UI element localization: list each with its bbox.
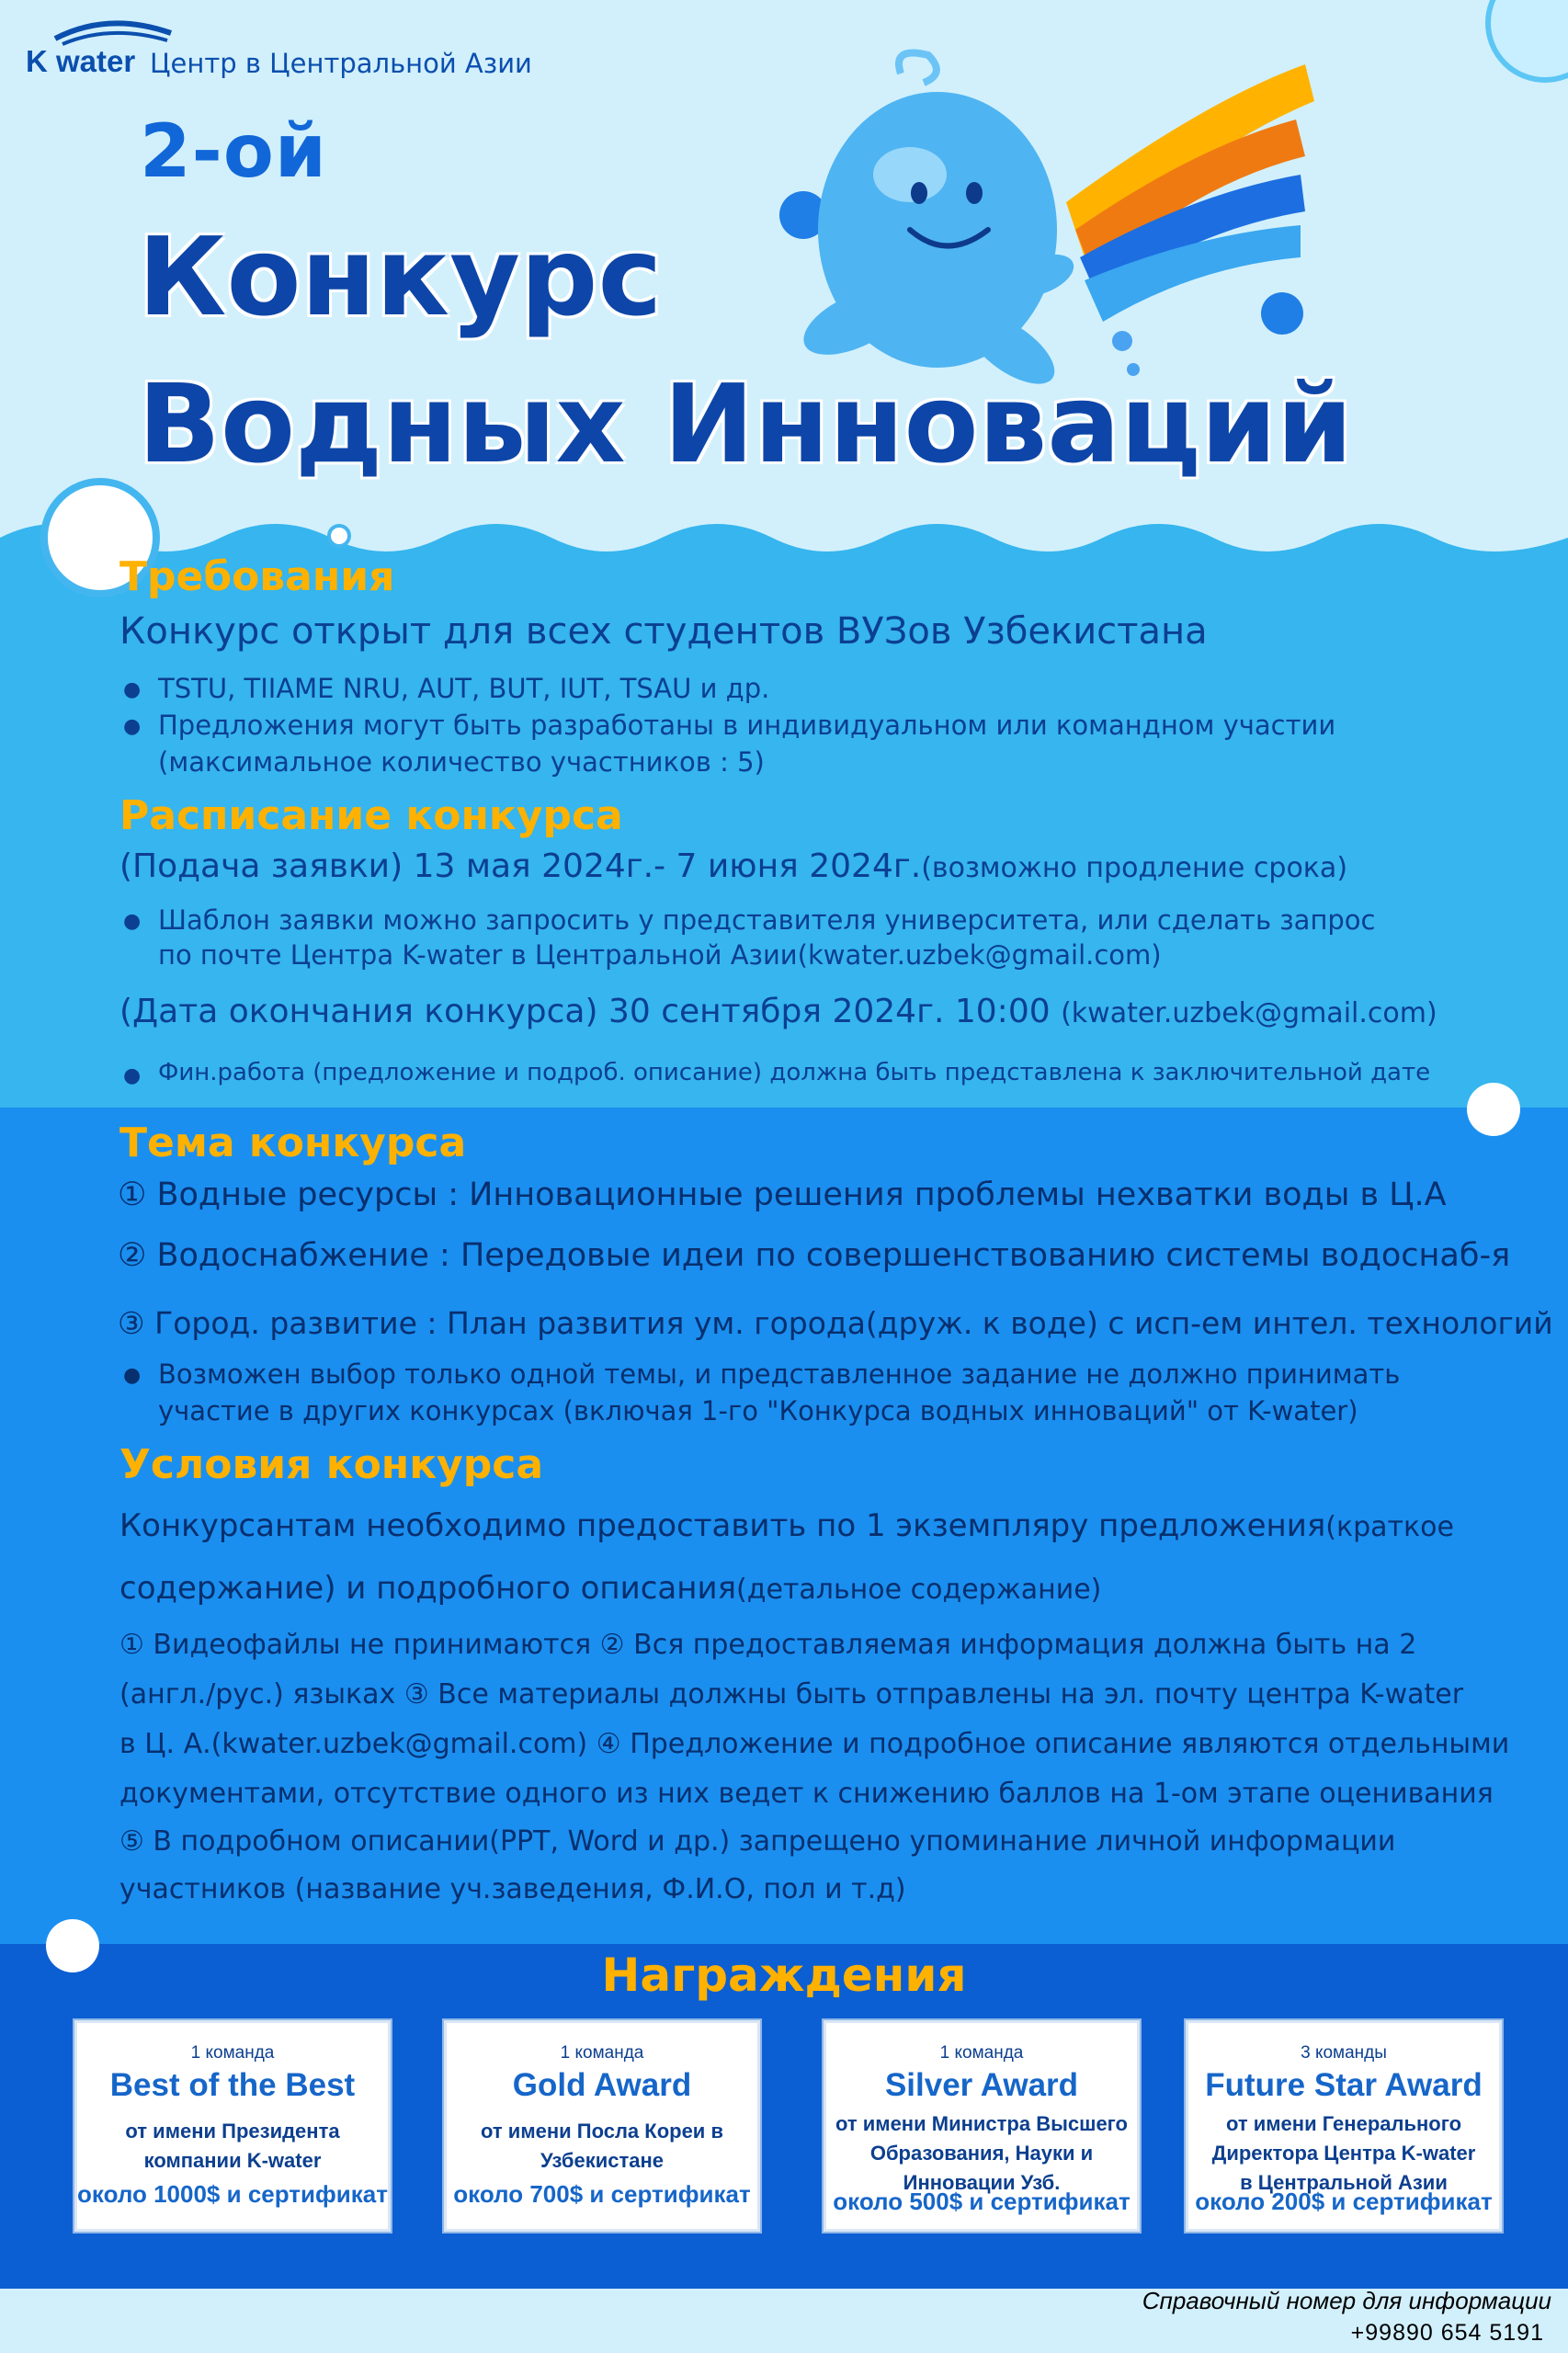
conditions-lead-2 [119,1570,1101,1607]
requirements-lead: Конкурс открыт для всех студентов ВУЗов Узбекистана [119,610,1208,653]
schedule-submission [119,847,1347,885]
bubble-decoration [1467,1083,1520,1136]
awards-heading: Награждения [601,1949,967,2002]
award-issuer-line: от имени Президента [125,2120,340,2143]
award-card-future-star [1186,2020,1502,2232]
award-team-count: 1 команда [939,2043,1024,2063]
award-team-count: 1 команда [190,2043,275,2063]
logo-center-name: Центр в Центральной Азии [150,48,532,79]
conditions-lead-note: (краткое [1325,1511,1454,1543]
award-name: Silver Award [884,2067,1079,2103]
themes-note-continued: участие в других конкурсах (включая 1-го "Конкурса водных инноваций" от K-water) [158,1395,1358,1427]
award-issuer-line: Узбекистане [540,2149,665,2172]
schedule-end-date: (Дата окончания конкурса) 30 сентября 2024г. 10:00 [119,993,1051,1030]
award-issuer-line: Директора Центра K-water [1211,2142,1476,2165]
award-issuer-line: от имени Генерального [1225,2112,1462,2135]
themes-heading: Тема конкурса [119,1120,467,1166]
logo-wave-icon [53,17,173,46]
schedule-submission-dates: (Подача заявки) 13 мая 2024г.- 7 июня 2024г. [119,847,922,885]
award-team-count: 1 команда [560,2043,644,2063]
conditions-heading: Условия конкурса [119,1441,544,1488]
schedule-final-note: ● Фин.работа (предложение и подроб. описание) должна быть представлена к заключительной дате [158,1059,1430,1086]
award-card-silver [824,2020,1140,2232]
requirements-heading: Требования [119,553,395,600]
conditions-lead-text: Конкурсантам необходимо предоставить по 1 экземпляру предложения [119,1507,1326,1544]
award-issuer-line: от имени Посла Кореи в [481,2120,723,2143]
award-issuer [77,2117,388,2176]
theme-item: ② Водоснабжение : Передовые идеи по совершенствованию системы водоснаб-я [118,1237,1511,1274]
schedule-submission-note: (возможно продление срока) [921,852,1348,884]
award-issuer-line: Образования, Науки и [869,2142,1094,2165]
award-card-gold [444,2020,760,2232]
conditions-rule-line: участников (название уч.заведения, Ф.И.О, пол и т.д) [119,1873,906,1905]
award-prize: около 200$ и сертификат [1195,2188,1493,2215]
requirements-bullet-continued: (максимальное количество участников : 5) [158,746,765,778]
award-card-best [74,2020,391,2232]
title-line-1: Конкурс [138,213,663,340]
award-issuer-line: от имени Министра Высшего [835,2112,1128,2135]
award-name: Best of the Best [109,2067,356,2103]
requirements-bullet: ● Предложения могут быть разработаны в индивидуальном или командном участии [158,710,1335,741]
schedule-template-note-continued: по почте Центра K-water в Центральной Азии(kwater.uzbek@gmail.com) [158,939,1162,971]
award-issuer-line: Инновации Узб. [903,2171,1061,2194]
themes-note: ● Возможен выбор только одной темы, и представленное задание не должно принимать [158,1358,1400,1390]
theme-item: ③ Город. развитие : План развития ум. города(друж. к воде) с исп-ем интел. технологий [118,1305,1553,1341]
logo [26,17,540,81]
bubble-decoration [327,524,351,548]
award-name: Future Star Award [1205,2067,1483,2103]
logo-brand: K water [26,44,136,78]
award-prize: около 700$ и сертификат [453,2180,751,2208]
award-issuer-line: компании K-water [143,2149,322,2172]
award-team-count: 3 команды [1301,2043,1387,2063]
conditions-rule-line: документами, отсутствие одного из них ведет к снижению баллов на 1-ом этапе оценивания [119,1778,1494,1810]
requirements-bullet: ● TSTU, TIIAME NRU, AUT, BUT, IUT, TSAU и др. [158,673,769,704]
schedule-template-note: ● Шаблон заявки можно запросить у представителя университета, или сделать запрос [158,904,1376,936]
schedule-end [119,993,1437,1030]
award-issuer [1188,2109,1499,2198]
footer-phone: +99890 654 5191 [1350,2320,1544,2346]
conditions-rule-line: ① Видеофайлы не принимаются ② Вся предоставляемая информация должна быть на 2 [119,1629,1417,1661]
conditions-rule-line: в Ц. А.(kwater.uzbek@gmail.com) ④ Предложение и подробное описание являются отдельными [119,1728,1510,1760]
conditions-lead-note: (детальное содержание) [736,1574,1102,1606]
conditions-rule-line: ⑤ В подробном описании(PPT, Word и др.) запрещено упоминание личной информации [119,1825,1396,1858]
schedule-heading: Расписание конкурса [119,792,623,839]
award-issuer-line: в Центральной Азии [1240,2171,1448,2194]
award-issuer [447,2117,757,2176]
title-edition: 2-ой [140,108,327,194]
schedule-end-email: (kwater.uzbek@gmail.com) [1061,997,1437,1029]
award-prize: около 500$ и сертификат [833,2188,1131,2215]
conditions-lead-1 [119,1507,1454,1544]
title-line-2: Водных Инноваций [138,360,1353,487]
conditions-lead-text: содержание) и подробного описания [119,1570,737,1607]
conditions-rule-line: (англ./рус.) языках ③ Все материалы должны быть отправлены на эл. почту центра K-water [119,1678,1464,1711]
award-issuer [826,2109,1137,2198]
theme-item: ① Водные ресурсы : Инновационные решения проблемы нехватки воды в Ц.А [118,1176,1447,1213]
award-prize: около 1000$ и сертификат [77,2180,388,2208]
footer-info-label: Справочный номер для информации [1142,2287,1551,2314]
award-name: Gold Award [512,2067,692,2103]
